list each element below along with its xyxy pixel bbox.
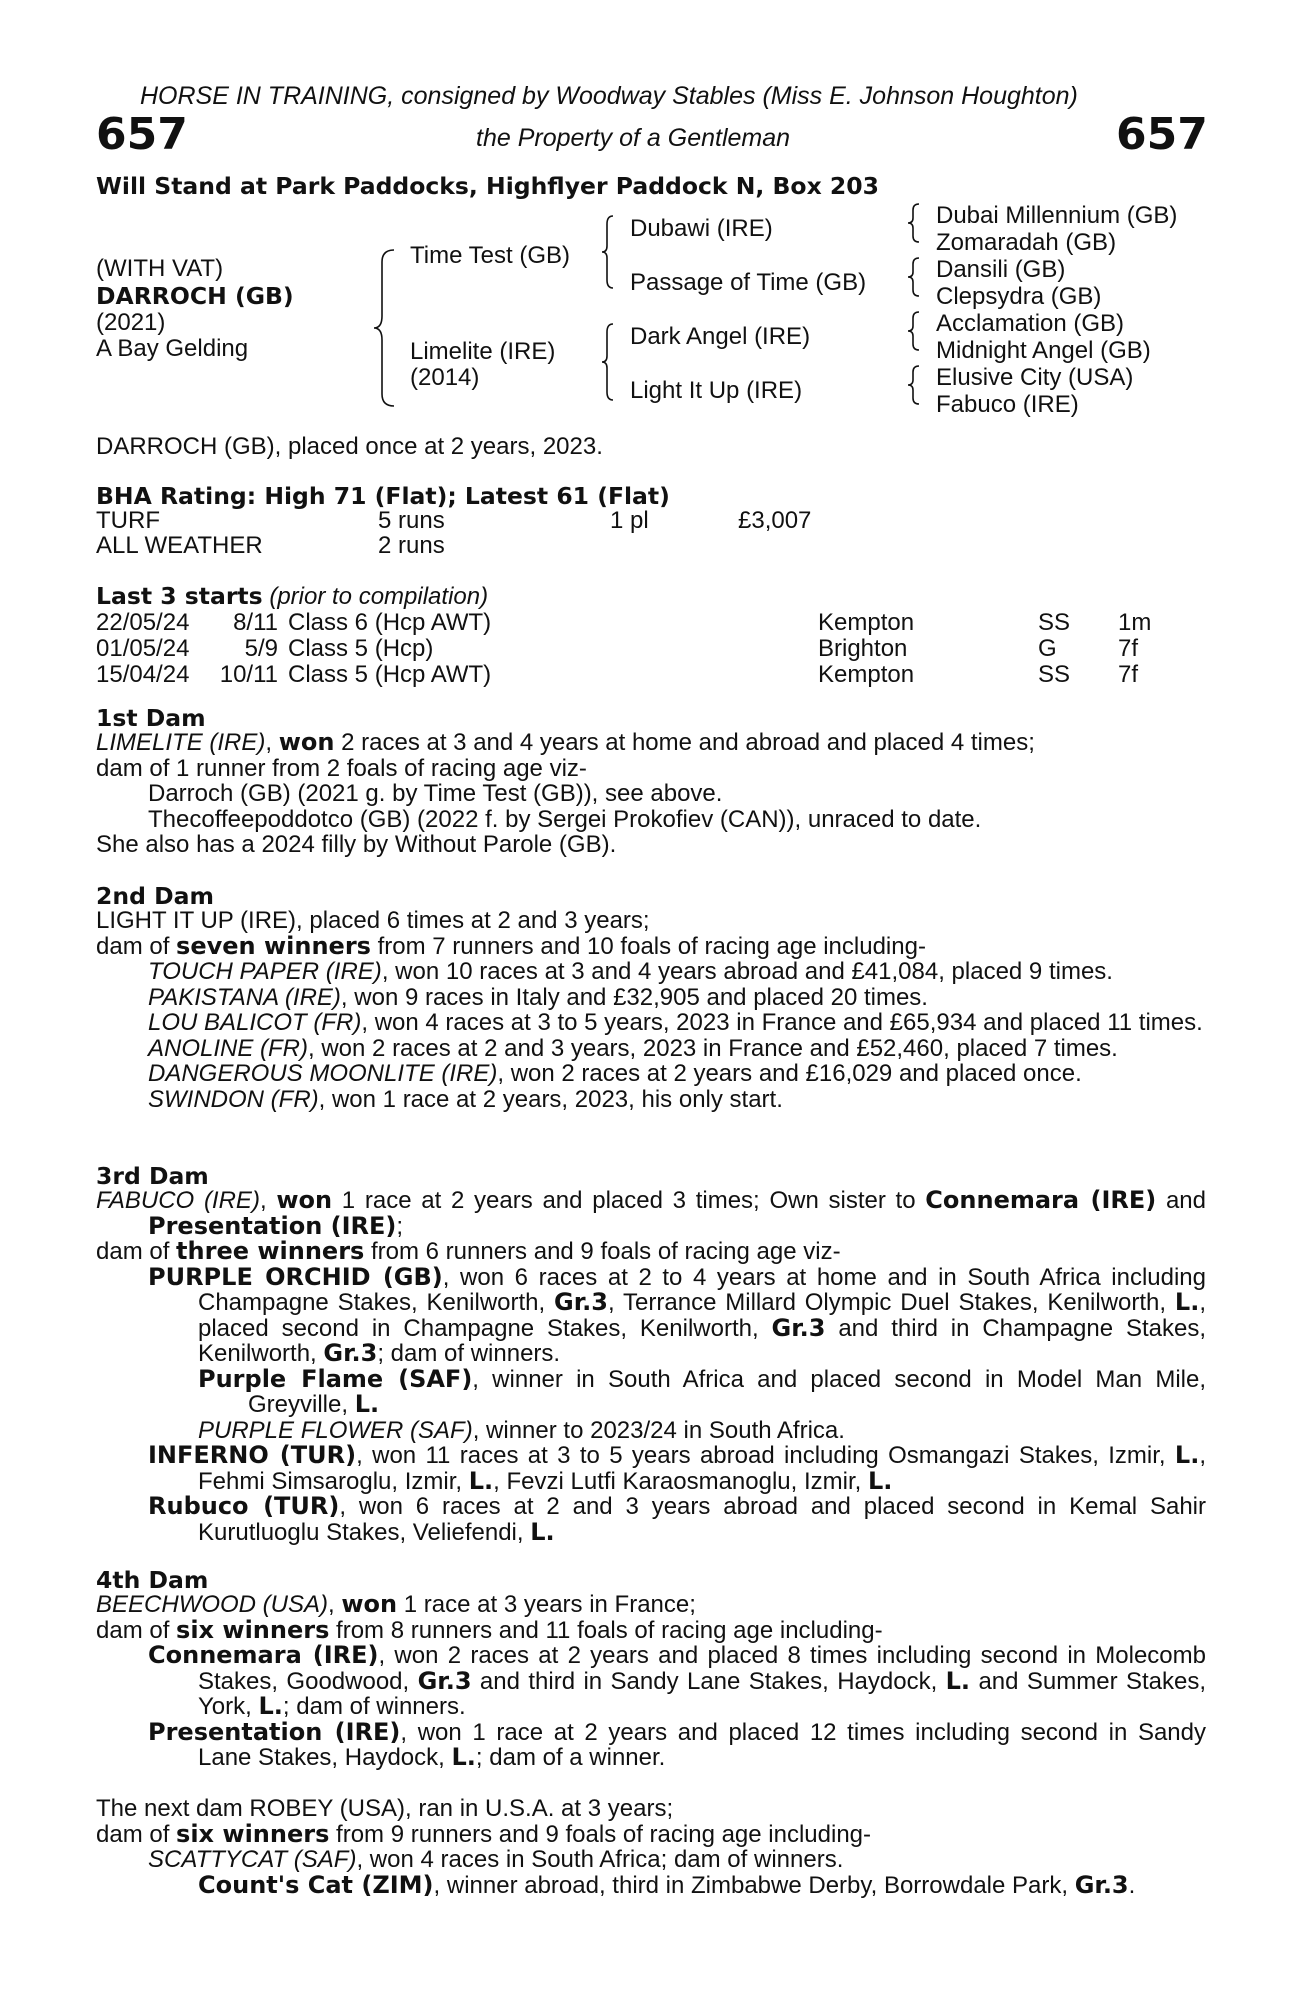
listed-tag: L. [530,1517,555,1546]
offspring-name: Presentation (IRE) [148,1717,401,1746]
next-dam-produce [96,1819,1206,1848]
dam3-offspring-purple-orchid [96,1262,1206,1367]
start-distance: 1m [1118,609,1152,636]
offspring-name: ANOLINE (FR) [148,1034,309,1062]
dam4-produce [96,1615,1206,1644]
dam1-offspring-1: Darroch (GB) (2021 g. by Time Test (GB)), see above. [148,780,723,807]
start-race: Class 5 (Hcp) [288,635,434,662]
dam2-offspring-2 [96,985,1206,1011]
dam4-record-a: 1 race at 3 years in France; [397,1591,696,1618]
dam2-produce [96,931,1206,960]
offspring-name: SWINDON (FR) [148,1085,319,1113]
dam3-offspring-rubuco [96,1494,1206,1545]
offspring-record: , Fehmi Simsaroglu, Izmir, [198,1442,1207,1495]
dam4-record: BEECHWOOD (USA), won 1 race at 3 years in France; [96,1590,696,1618]
offspring-name: PAKISTANA (IRE) [148,983,341,1011]
grade-tag: Gr.3 [554,1288,608,1316]
dam2-offspring-4 [96,1036,1206,1062]
dam4-text [96,1592,1206,1771]
offspring-name: Purple Flame (SAF) [198,1364,473,1393]
dam3-sibling-2: Presentation (IRE) [148,1211,397,1240]
pedigree-dam-sire: Dark Angel (IRE) [630,323,811,350]
offspring-name: Count's Cat (ZIM) [198,1870,434,1899]
pedigree-g4-4: Clepsydra (GB) [936,283,1102,310]
horse-name: DARROCH (GB) [96,282,294,310]
offspring-name: SCATTYCAT (SAF) [148,1846,357,1873]
pedigree-brace-sire [600,214,616,290]
pedigree-sire-sire: Dubawi (IRE) [630,215,773,242]
offspring-record: , won 6 races at 2 to 4 years at home and in South Africa including Champagne Stakes, Kenilworth, [198,1263,1206,1316]
listed-tag: L. [354,1390,380,1418]
offspring-record: , winner in South Africa and placed second in Model Man Mile, Greyville, [248,1365,1206,1418]
offspring-record: ; dam of winners. [282,1693,466,1720]
offspring-record: , Fevzi Lutfi Karaosmanoglu, Izmir, [493,1467,868,1495]
pedigree-brace-g3c [906,310,922,352]
offspring-record: , won 2 races at 2 years and £16,029 and placed once. [497,1060,1082,1087]
dam2-offspring-5 [96,1061,1206,1087]
lot-number-right: 657 [1116,109,1208,160]
next-dam-text [96,1796,1206,1898]
offspring-record: , won 6 races at 2 and 3 years abroad and placed second in Kemal Sahir Kurutluoglu Stakes, Veliefendi, [198,1493,1206,1546]
last-starts-title: Last 3 starts [96,582,263,610]
dam4-offspring-connemara [96,1643,1206,1720]
dam3-sibling-1: Connemara (IRE) [925,1186,1157,1214]
dam3-record: FABUCO (IRE), won 1 race at 2 years and placed 3 times; Own sister to Connemara (IRE) and Presentation (IRE); [96,1186,1206,1240]
dam1-won: won [278,728,335,756]
dam3-grandoffspring-purple-flame [96,1364,1206,1418]
rating-turf-placed: 1 pl [610,507,649,534]
start-date: 22/05/24 [96,609,190,636]
grade-tag: Gr.3 [323,1339,378,1367]
bha-rating: BHA Rating: High 71 (Flat); Latest 61 (Flat) [96,482,670,510]
horse-year: (2021) [96,309,166,336]
offspring-record: , Terrance Millard Olympic Duel Stakes, Kenilworth, [607,1289,1175,1316]
start-distance: 7f [1118,635,1139,662]
listed-tag: L. [867,1466,893,1495]
dam4-produce-a: dam of [96,1616,177,1644]
rating-aw-surface: ALL WEATHER [96,532,263,559]
pedigree-g4-2: Zomaradah (GB) [936,229,1117,256]
offspring-name: Rubuco (TUR) [148,1492,340,1520]
horse-description: A Bay Gelding [96,335,249,362]
dam3-produce-a: dam of [96,1238,177,1265]
pedigree-g4-1: Dubai Millennium (GB) [936,202,1178,229]
offspring-record: , won 4 races at 3 to 5 years, 2023 in France and £65,934 and placed 11 times. [361,1009,1203,1036]
pedigree-brace-main [372,248,398,408]
offspring-record: , won 9 races in Italy and £32,905 and placed 20 times. [340,983,928,1011]
offspring-name: PURPLE FLOWER (SAF) [198,1416,473,1444]
grade-tag: Gr.3 [417,1666,472,1695]
dam4-heading: 4th Dam [96,1566,209,1594]
offspring-record: , won 4 races in South Africa; dam of winners. [356,1846,844,1873]
rating-turf-earnings: £3,007 [738,507,812,534]
pedigree-sire: Time Test (GB) [410,242,571,269]
offspring-record: , winner to 2023/24 in South Africa. [472,1416,845,1444]
pedigree-g4-3: Dansili (GB) [936,256,1066,283]
dam4-winners: six winners [176,1615,330,1644]
listed-tag: L. [468,1466,494,1495]
listed-tag: L. [945,1666,971,1695]
next-dam-produce-a: dam of [96,1820,177,1848]
pedigree-brace-g3d [906,364,922,406]
next-dam-winners: six winners [176,1819,330,1848]
dam1-note: She also has a 2024 filly by Without Parole (GB). [96,831,617,858]
offspring-record: ; dam of winners. [377,1340,561,1367]
dam1-text: LIMELITE (IRE), won 2 races at 3 and 4 years at home and abroad and placed 4 times; dam of 1 runner from 2 foals of racing age viz- Darroch (GB) (2021 g. by Time Test (GB)), see above. Thecoffeepoddotco (GB) (2022 f. by Sergei Prokofiev (CAN)), unraced to date. She also has a 2024 filly by Without Parole (GB). [96,730,1206,858]
dam2-offspring-6 [96,1087,1206,1113]
dam3-grandoffspring-purple-flower [96,1418,1206,1444]
start-race: Class 6 (Hcp AWT) [288,609,492,636]
offspring-name: DANGEROUS MOONLITE (IRE) [148,1060,498,1087]
dam2-heading: 2nd Dam [96,882,214,910]
dam3-winners: three winners [176,1237,365,1265]
pedigree-brace-dam [600,322,616,402]
dam1-offspring-2: Thecoffeepoddotco (GB) (2022 f. by Sergei Prokofiev (CAN)), unraced to date. [148,805,982,833]
pedigree-g4-8: Fabuco (IRE) [936,391,1079,418]
dam3-record-c: ; [396,1212,404,1240]
next-dam-produce-c: from 9 runners and 9 foals of racing age including- [329,1820,872,1848]
pedigree-brace-g3b [906,256,922,298]
offspring-record: and third in Champagne Stakes, Kenilworth, [198,1314,1206,1367]
dam4-offspring-presentation [96,1717,1207,1771]
dam4-name: BEECHWOOD (USA) [96,1591,329,1618]
listed-tag: L. [451,1743,476,1771]
location-line: Will Stand at Park Paddocks, Highflyer Paddock N, Box 203 [96,172,879,200]
next-dam-offspring-scattycat [96,1847,1206,1873]
offspring-record: , won 10 races at 3 and 4 years abroad and £41,084, placed 9 times. [381,958,1113,985]
dam4-produce-c: from 8 runners and 11 foals of racing age including- [329,1616,883,1644]
offspring-record: , winner abroad, third in Zimbabwe Derby, Borrowdale Park, [433,1871,1075,1899]
race-summary: DARROCH (GB), placed once at 2 years, 2023. [96,433,603,460]
start-course: Brighton [818,635,908,662]
start-position: 8/11 [233,609,278,636]
property-line: the Property of a Gentleman [476,124,791,152]
offspring-record: , won 1 race at 2 years and placed 12 times including second in Sandy Lane Stakes, Haydock, [198,1718,1207,1771]
dam2-produce-a: dam of [96,932,177,960]
dam1-heading: 1st Dam [96,704,206,732]
pedigree-dam: Limelite (IRE) [410,338,556,365]
dam1-produce: dam of 1 runner from 2 foals of racing age viz- [96,754,587,782]
lot-number-left: 657 [96,109,188,160]
next-dam-grandoffspring-counts-cat [96,1870,1206,1899]
offspring-record: ; dam of a winner. [475,1744,666,1771]
start-going: SS [1038,609,1071,636]
offspring-record: , placed second in Champagne Stakes, Kenilworth, [198,1289,1206,1342]
start-course: Kempton [818,609,915,636]
dam2-text [96,908,1206,1112]
offspring-record: , won 2 races at 2 years and placed 8 times including second in Molecomb Stakes, Goodwood, [198,1642,1206,1695]
dam3-record-b: and [1156,1187,1206,1214]
offspring-record: , won 1 race at 2 years, 2023, his only start. [318,1085,783,1113]
dam3-record-a: 1 race at 2 years and placed 3 times; Own sister to [332,1187,926,1214]
dam2-winners: seven winners [176,931,371,960]
offspring-name: LOU BALICOT (FR) [148,1009,362,1036]
dam3-won: won [276,1186,333,1214]
offspring-name: Connemara (IRE) [148,1641,379,1669]
dam4-won: won [341,1590,398,1618]
start-going: SS [1038,661,1071,688]
pedigree-g4-7: Elusive City (USA) [936,364,1134,391]
offspring-name: TOUCH PAPER (IRE) [148,958,382,985]
grade-tag: Gr.3 [1074,1870,1129,1899]
vat-note: (WITH VAT) [96,255,224,282]
grade-tag: Gr.3 [771,1313,826,1342]
dam3-heading: 3rd Dam [96,1162,209,1190]
offspring-record-end: . [1128,1871,1136,1899]
start-date: 15/04/24 [96,661,190,688]
pedigree-g4-5: Acclamation (GB) [936,310,1125,337]
listed-tag: L. [1174,1288,1200,1316]
start-position: 5/9 [244,635,278,662]
pedigree-dam-dam: Light It Up (IRE) [630,377,803,404]
rating-aw-runs: 2 runs [378,532,445,559]
start-distance: 7f [1118,661,1139,688]
dam2-produce-c: from 7 runners and 10 foals of racing age including- [370,932,926,960]
pedigree-sire-dam: Passage of Time (GB) [630,269,867,296]
start-date: 01/05/24 [96,635,190,662]
offspring-name: INFERNO (TUR) [148,1441,357,1469]
dam3-produce-c: from 6 runners and 9 foals of racing age viz- [364,1238,841,1265]
last-starts-subtitle: (prior to compilation) [269,583,489,610]
offspring-record: , won 2 races at 2 and 3 years, 2023 in France and £52,460, placed 7 times. [308,1034,1118,1062]
offspring-record: , won 11 races at 3 to 5 years abroad including Osmangazi Stakes, Izmir, [356,1442,1175,1469]
listed-tag: L. [258,1692,283,1720]
dam3-name: FABUCO (IRE) [96,1187,260,1214]
next-dam-record: The next dam ROBEY (USA), ran in U.S.A. at 3 years; [96,1795,674,1822]
dam1-record: 2 races at 3 and 4 years at home and abroad and placed 4 times; [334,729,1035,756]
offspring-record: and third in Sandy Lane Stakes, Haydock, [471,1667,946,1695]
rating-turf-runs: 5 runs [378,507,445,534]
listed-tag: L. [1174,1441,1200,1469]
dam3-produce [96,1239,1206,1265]
last-starts-heading [96,584,488,610]
consignor-line: HORSE IN TRAINING, consigned by Woodway Stables (Miss E. Johnson Houghton) [140,82,1078,110]
pedigree-g4-6: Midnight Angel (GB) [936,337,1151,364]
dam3-text [96,1188,1206,1545]
dam3-offspring-inferno [96,1443,1206,1494]
offspring-name: PURPLE ORCHID (GB) [148,1262,443,1291]
rating-turf-surface: TURF [96,507,160,534]
dam2-record: LIGHT IT UP (IRE), placed 6 times at 2 and 3 years; [96,907,650,934]
start-course: Kempton [818,661,915,688]
dam1-name: LIMELITE (IRE) [96,729,266,756]
offspring-record: and Summer Stakes, York, [198,1667,1207,1720]
start-race: Class 5 (Hcp AWT) [288,661,492,688]
pedigree-brace-g3a [906,202,922,244]
dam2-offspring-1 [96,959,1206,985]
dam2-offspring-3 [96,1010,1206,1036]
start-going: G [1038,635,1057,662]
pedigree-dam-year: (2014) [410,364,480,391]
start-position: 10/11 [219,661,278,688]
